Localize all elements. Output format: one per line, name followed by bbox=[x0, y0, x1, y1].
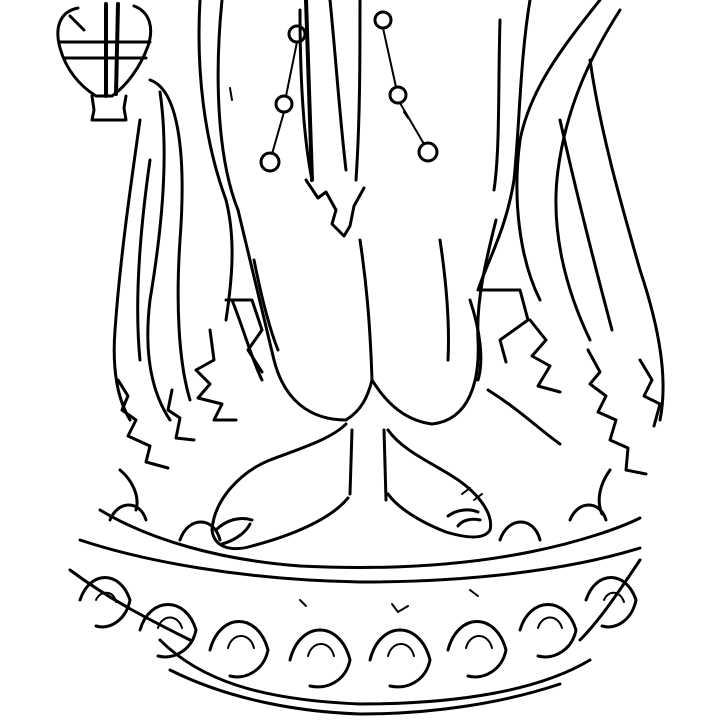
robe-and-legs bbox=[199, 0, 530, 424]
ink-details bbox=[230, 88, 478, 612]
left-drapery bbox=[114, 80, 194, 468]
robe-hem bbox=[196, 290, 560, 444]
lotus-pedestal bbox=[70, 470, 640, 714]
feet bbox=[212, 424, 491, 549]
right-drapery bbox=[517, 0, 663, 474]
bead-strands bbox=[261, 12, 437, 171]
water-vase bbox=[58, 4, 151, 120]
